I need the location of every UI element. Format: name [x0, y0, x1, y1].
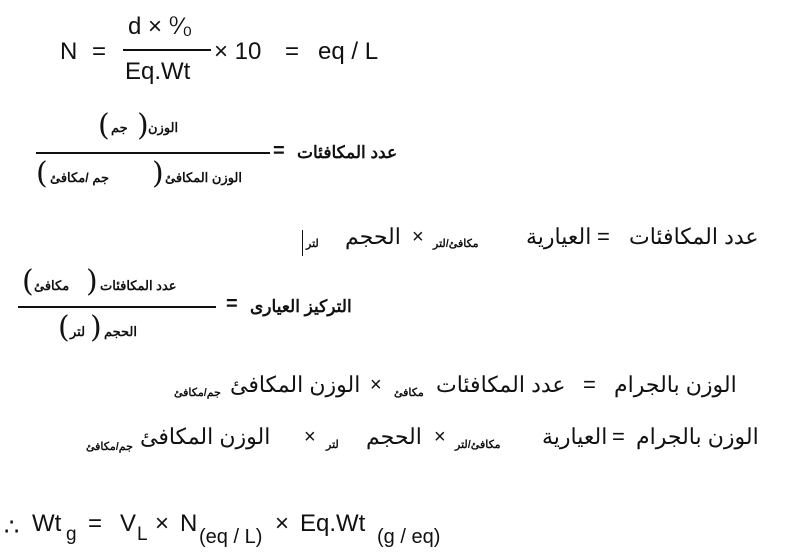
paren-close: ): [86, 264, 98, 299]
times-sign: ×: [370, 374, 382, 396]
times-ten: × 10: [214, 38, 262, 65]
term-equivalent-weight: الوزن المكافئ: [140, 424, 271, 449]
fraction-bar: [36, 152, 270, 154]
equals-sign-2: =: [285, 38, 300, 65]
paren-open-2: (: [58, 310, 70, 345]
term1-unit: مكافئ/لتر: [433, 238, 479, 250]
normality-subscript: (eq / L): [199, 526, 263, 548]
denominator-eq-weight: الوزن المكافئ: [165, 170, 243, 185]
weight-symbol: Wt: [32, 510, 62, 537]
term-normality: العيارية: [526, 224, 592, 249]
unit-eq-per-l: eq / L: [318, 38, 379, 65]
term-volume: الحجم: [366, 424, 422, 449]
times-sign-1: ×: [155, 510, 170, 537]
paren-close: ): [137, 108, 149, 143]
paren-open: (: [98, 108, 110, 143]
times-sign-2: ×: [275, 510, 290, 537]
volume-subscript: L: [137, 524, 148, 545]
num-unit: مكافئ: [34, 278, 70, 293]
fraction-bar: [123, 49, 211, 51]
equals-sign: =: [612, 424, 625, 449]
times-sign-1: ×: [434, 426, 446, 448]
equals-sign: =: [92, 38, 107, 65]
term-equivalents: عدد المكافئات: [436, 372, 566, 397]
lhs-equivalents: عدد المكافئات: [297, 143, 398, 162]
num-unit: جم: [111, 120, 128, 135]
weight-subscript: g: [66, 524, 77, 545]
term-volume: الحجم: [345, 224, 401, 249]
equals-sign: =: [226, 293, 238, 315]
paren-close-2: ): [152, 156, 164, 191]
term3-unit: جم/مكافئ: [86, 441, 133, 453]
numerator-equivalents: عدد المكافئات: [100, 278, 177, 293]
term2-unit: جم/مكافئ: [174, 387, 221, 399]
numerator-weight: الوزن: [148, 120, 179, 135]
lhs-normal-concentration: التركيز العيارى: [250, 297, 352, 316]
paren-close-2: ): [90, 310, 102, 345]
lhs-weight-grams: الوزن بالجرام: [636, 424, 759, 449]
lhs-equivalents: عدد المكافئات: [629, 224, 759, 249]
term2-unit: لتر: [306, 238, 319, 250]
eq-weight-symbol: Eq.Wt: [300, 510, 366, 537]
paren-open: (: [22, 264, 34, 299]
equals-sign: =: [597, 224, 610, 249]
denominator-volume: الحجم: [104, 324, 138, 339]
fraction-denominator: Eq.Wt: [125, 58, 191, 85]
term1-unit: مكافئ: [394, 387, 424, 399]
normality-symbol: N: [60, 38, 78, 65]
den-unit: لتر: [70, 324, 86, 339]
eq-weight-subscript: (g / eq): [377, 526, 441, 548]
text-cursor: [302, 230, 303, 256]
den-unit: جم /مكافئ: [50, 170, 110, 185]
volume-symbol: V: [120, 510, 137, 537]
paren-open-2: (: [36, 156, 48, 191]
term-equivalent-weight: الوزن المكافئ: [230, 372, 361, 397]
fraction-numerator: d × ⁰⁄₀: [128, 13, 193, 40]
term1-unit: مكافئ/لتر: [455, 439, 501, 451]
equals-sign: =: [583, 372, 596, 397]
term-normality: العيارية: [542, 424, 608, 449]
fraction-bar: [18, 306, 216, 308]
equals-sign: =: [88, 510, 103, 537]
equals-sign: =: [273, 140, 285, 162]
times-sign: ×: [412, 226, 424, 248]
lhs-weight-grams: الوزن بالجرام: [614, 372, 737, 397]
therefore-symbol: ∴: [4, 514, 20, 541]
times-sign-2: ×: [304, 426, 316, 448]
term2-unit: لتر: [326, 439, 339, 451]
normality-symbol: N: [180, 510, 198, 537]
